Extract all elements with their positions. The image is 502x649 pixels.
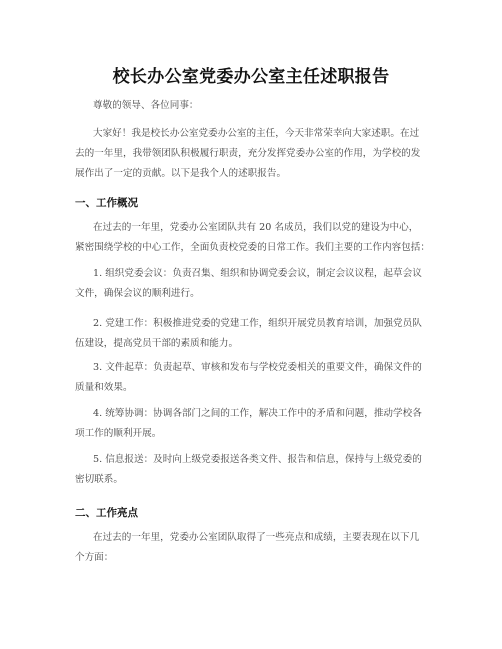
list-item — [75, 264, 435, 304]
list-item-line: 伍建设，提高党员干部的素质和能力。 — [75, 338, 239, 349]
list-item-line: 密切联系。 — [75, 474, 123, 485]
intro-line: 展作出了一定的贡献。以下是我个人的述职报告。 — [75, 168, 287, 179]
section-heading-overview: 一、工作概况 — [75, 197, 138, 209]
list-item — [75, 450, 435, 490]
list-item — [75, 404, 435, 444]
salutation-text: 尊敬的领导、各位同事： — [93, 100, 199, 111]
overview-paragraph — [75, 218, 435, 258]
intro-line: 大家好！我是校长办公室党委办公室的主任，今天非常荣幸向大家述职。在过 — [93, 128, 420, 139]
list-item-line: 3. 文件起草：负责起草、审核和发布与学校党委相关的重要文件，确保文件的 — [93, 362, 422, 373]
list-item — [75, 358, 435, 398]
list-item-line: 质量和效果。 — [75, 382, 133, 393]
overview-line: 紧密围绕学校的中心工作，全面负责校党委的日常工作。我们主要的工作内容包括： — [75, 242, 430, 253]
section-heading-highlights: 二、工作亮点 — [75, 507, 138, 519]
list-item-line: 项工作的顺利开展。 — [75, 428, 162, 439]
highlights-line: 个方面： — [75, 552, 114, 563]
list-item — [75, 314, 435, 354]
list-item-line: 文件，确保会议的顺利进行。 — [75, 288, 200, 299]
salutation — [75, 96, 435, 116]
list-item-line: 5. 信息报送：及时向上级党委报送各类文件、报告和信息，保持与上级党委的 — [93, 454, 422, 465]
intro-line: 去的一年里，我带领团队积极履行职责，充分发挥党委办公室的作用，为学校的发 — [75, 148, 421, 159]
document-title: 校长办公室党委办公室主任述职报告 — [112, 67, 390, 87]
overview-line: 在过去的一年里，党委办公室团队共有 20 名成员，我们以党的建设为中心， — [93, 222, 419, 233]
list-item-line: 4. 统筹协调：协调各部门之间的工作，解决工作中的矛盾和问题，推动学校各 — [93, 408, 422, 419]
list-item-line: 1. 组织党委会议：负责召集、组织和协调党委会议，制定会议议程，起草会议 — [93, 268, 422, 279]
intro-paragraph — [75, 124, 435, 184]
highlights-line: 在过去的一年里，党委办公室团队取得了一些亮点和成绩，主要表现在以下几 — [93, 532, 420, 543]
list-item-line: 2. 党建工作：积极推进党委的党建工作，组织开展党员教育培训，加强党员队 — [93, 318, 422, 329]
highlights-paragraph — [75, 528, 435, 568]
